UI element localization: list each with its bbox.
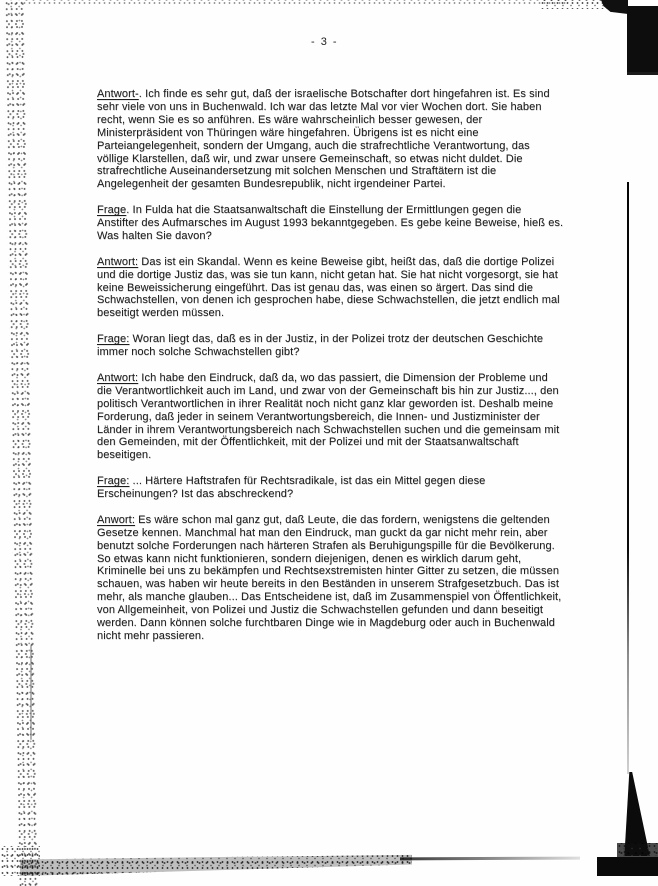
paragraph-answer-4 (97, 514, 564, 643)
paragraph-text: Woran liegt das, daß es in der Justiz, in der Polizei trotz der deutschen Geschichte immer noch solche Schwachstellen gibt? (97, 333, 544, 359)
paragraph-text: . Ich finde es sehr gut, daß der israelische Botschafter dort hingefahren ist. Es sind sehr viele von uns in Buchenwald. Ich war das letzte Mal vor vier Wochen dort. Sie haben recht, wenn Sie es so anführen. Es wäre wahrscheinlich besser gewesen, der Ministerpräsident von Thüringen wäre hingefahren. Übrigens ist es nicht eine Parteiangelegenheit, sondern der Umgang, auch die strafrechtliche Verantwortung, das völlige Klarstellen, daß wir, und zwar unsere Gemeinschaft, so etwas nicht duldet. Die strafrechtliche Auseinandersetzung mit solchen Menschen und Straftätern ist die Angelegenheit der gesamten Bundesrepublik, nicht irgendeiner Partei. (97, 88, 550, 191)
paragraph-answer-2 (97, 256, 564, 321)
page-number: - 3 - (310, 36, 339, 48)
speaker-label: Antwort- (97, 88, 139, 100)
scan-artifact-top-corner-mark (601, 0, 628, 14)
paragraph-question-1 (97, 204, 564, 243)
paragraph-text: Es wäre schon mal ganz gut, daß Leute, die das fordern, wenigstens die geltenden Gesetze kennen. Manchmal hat man den Eindruck, man guckt da gar nicht mehr rein, aber benutzt solche Forderungen nach härteren Strafen als Beruhigungspille für die Bevölkerung. So etwas kann nicht funktionieren, sondern diejenigen, denen es wirklich darum geht, Kriminelle bei uns zu bekämpfen und Rechtsexstremisten hinter Gitter zu setzen, die müssen schauen, was haben wir heute bereits in den Beständen in unserem Strafgesetzbuch. Das ist mehr, als manche glauben... Das Entscheidene ist, daß im Zusammenspiel von Öffentlichkeit, von Allgemeinheit, von Polizei und Justiz die Schwachstellen gefunden und dann beseitigt werden. Dann können solche furchtbaren Dinge wie in Magdeburg oder auch in Buchenwald nicht mehr passieren. (97, 513, 562, 642)
scan-artifact-left-faint-line (30, 645, 32, 740)
speaker-label: Antwort: (97, 371, 139, 384)
paragraph-question-3 (97, 475, 564, 501)
scan-artifact-left-edge (4, 0, 39, 886)
paragraph-question-2 (97, 333, 564, 359)
paragraph-text: . In Fulda hat die Staatsanwaltschaft die Einstellung der Ermittlungen gegen die Anstifter des Aufmarsches im August 1993 bekanntgegeben. Es gebe keine Beweise, hieß es. Was halten Sie davon? (97, 204, 564, 242)
speaker-label: Anwort: (97, 513, 135, 526)
scan-artifact-bottom-right-bar (597, 857, 658, 876)
speaker-label: Antwort: (97, 255, 139, 268)
paragraph-answer-3 (97, 372, 564, 462)
speaker-label: Frage: (97, 333, 130, 346)
scan-artifact-right-line (627, 182, 629, 774)
speaker-label: Frage: (97, 475, 130, 488)
scan-artifact-bottom-band (20, 853, 412, 876)
scan-artifact-bottom-line (400, 857, 580, 861)
scan-artifact-top-edge (22, 0, 567, 4)
paragraph-answer-1 (97, 88, 564, 191)
scan-artifact-top-right-block (627, 6, 658, 75)
scan-artifact-bottom-left-corner (0, 846, 40, 876)
paragraph-text: Ich habe den Eindruck, daß da, wo das passiert, die Dimension der Probleme und die Verantwortlichkeit auch im Land, und zwar von der Gemeinschaft bis hin zur Justiz..., den politisch Verantwortlichen in ihrer Realität noch nicht ganz klar geworden ist. Deshalb meine Forderung, daß jeder in seinem Verantwortungsbereich, die Innen- und Justizminister der Länder in ihrem Verantwortungsbereich nach Schwachstellen suchen und die gemeinsam mit den Gemeinden, mit der Öffentlichkeit, mit der Polizei und mit der Staatsanwaltschaft beseitigen. (97, 371, 560, 462)
paragraph-text: ... Härtere Haftstrafen für Rechtsradikale, ist das ein Mittel gegen diese Erscheinungen? Ist das abschreckend? (97, 475, 486, 501)
paragraph-text: Das ist ein Skandal. Wenn es keine Beweise gibt, heißt das, daß die dortige Polizei und die dortige Justiz das, was sie tun kann, nicht getan hat. Sie hat nicht vorgesorgt, sie hat keine Beweissicherung eingeführt. Das ist genau das, was einen so ärgert. Das sind die Schwachstellen, von denen ich gesprochen habe, diese Schwachstellen, die jetzt endlich mal beseitigt werden müssen. (97, 255, 560, 320)
speaker-label: Frage (97, 204, 127, 217)
document-text (97, 88, 564, 656)
